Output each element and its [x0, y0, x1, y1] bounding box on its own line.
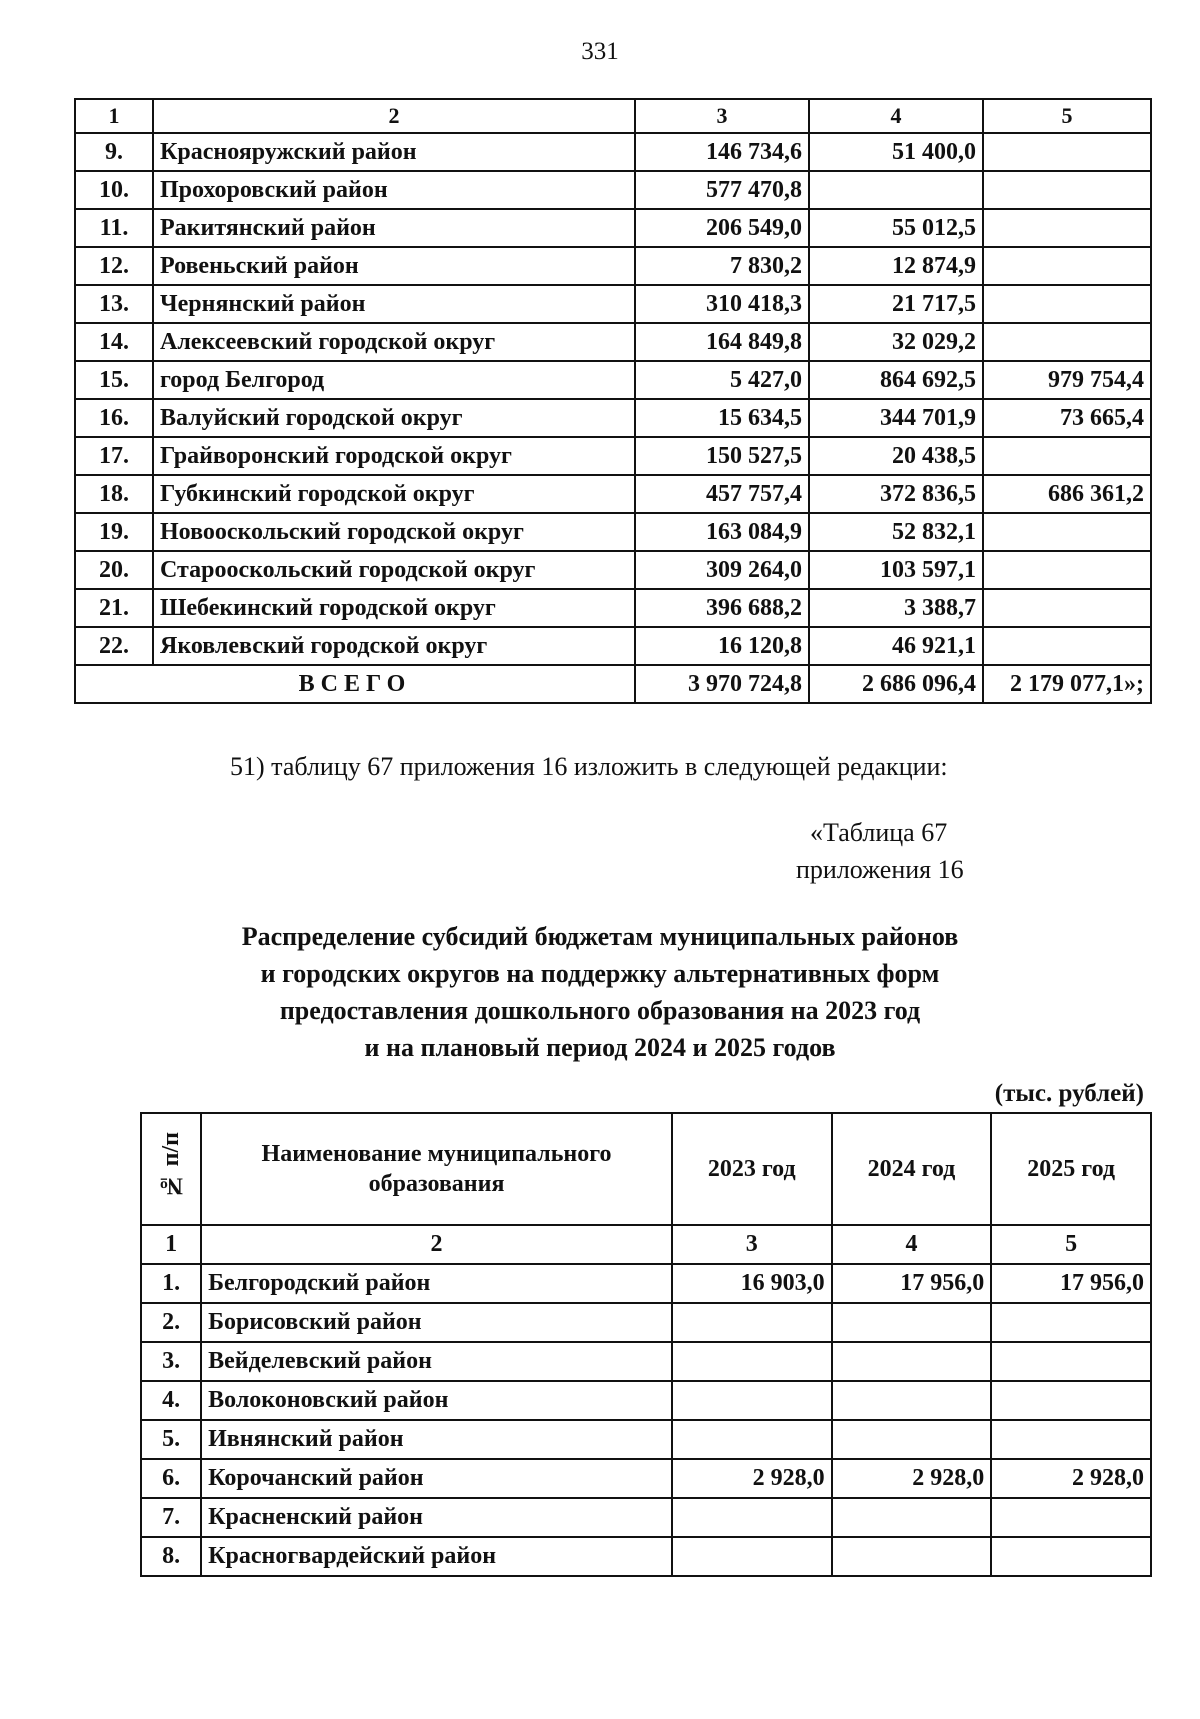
value-col4: 32 029,2 — [809, 323, 983, 361]
table-row — [75, 513, 1151, 551]
value-col3: 164 849,8 — [635, 323, 809, 361]
table-row — [75, 209, 1151, 247]
value-2025 — [991, 1420, 1151, 1459]
municipality-name: Белгородский район — [201, 1264, 672, 1303]
total-label: ВСЕГО — [75, 665, 635, 703]
row-number: 4. — [141, 1381, 201, 1420]
value-col3: 146 734,6 — [635, 133, 809, 171]
row-number: 19. — [75, 513, 153, 551]
row-number: 10. — [75, 171, 153, 209]
value-2023 — [672, 1303, 832, 1342]
value-col4: 46 921,1 — [809, 627, 983, 665]
municipality-name: Корочанский район — [201, 1459, 672, 1498]
value-2025 — [991, 1537, 1151, 1576]
title-line: Распределение субсидий бюджетам муниципальных районов — [241, 922, 959, 951]
value-col5: 979 754,4 — [983, 361, 1151, 399]
value-col5 — [983, 513, 1151, 551]
row-number: 7. — [141, 1498, 201, 1537]
col-number: 5 — [983, 99, 1151, 133]
value-col5 — [983, 171, 1151, 209]
municipality-name: Новооскольский городской округ — [153, 513, 635, 551]
table-row — [75, 551, 1151, 589]
value-2024: 17 956,0 — [832, 1264, 992, 1303]
municipality-name: Борисовский район — [201, 1303, 672, 1342]
table-caption-line1: «Таблица 67 — [810, 818, 948, 847]
value-2024 — [832, 1498, 992, 1537]
table-row — [75, 171, 1151, 209]
title-line: и на плановый период 2024 и 2025 годов — [364, 1033, 836, 1062]
row-number: 3. — [141, 1342, 201, 1381]
value-2024 — [832, 1342, 992, 1381]
value-2024 — [832, 1420, 992, 1459]
table-row — [75, 133, 1151, 171]
value-col3: 310 418,3 — [635, 285, 809, 323]
title-line: предоставления дошкольного образования на 2023 год — [279, 996, 921, 1025]
value-col3: 150 527,5 — [635, 437, 809, 475]
row-number: 20. — [75, 551, 153, 589]
table-row — [141, 1342, 1151, 1381]
col-number: 1 — [75, 99, 153, 133]
value-2023: 16 903,0 — [672, 1264, 832, 1303]
title-line: и городских округов на поддержку альтернативных форм — [260, 959, 940, 988]
row-number: 6. — [141, 1459, 201, 1498]
header-2025: 2025 год — [991, 1113, 1151, 1225]
value-2023 — [672, 1537, 832, 1576]
value-2025 — [991, 1381, 1151, 1420]
value-col5 — [983, 133, 1151, 171]
value-col5: 73 665,4 — [983, 399, 1151, 437]
col-number: 3 — [672, 1225, 832, 1264]
municipality-name: город Белгород — [153, 361, 635, 399]
total-col3: 3 970 724,8 — [635, 665, 809, 703]
value-col5 — [983, 209, 1151, 247]
row-number: 22. — [75, 627, 153, 665]
col-number: 2 — [201, 1225, 672, 1264]
page-number: 331 — [581, 38, 619, 65]
value-col4: 12 874,9 — [809, 247, 983, 285]
value-2024: 2 928,0 — [832, 1459, 992, 1498]
value-col4 — [809, 171, 983, 209]
row-number: 21. — [75, 589, 153, 627]
value-col4: 52 832,1 — [809, 513, 983, 551]
col-number: 1 — [141, 1225, 201, 1264]
value-col3: 457 757,4 — [635, 475, 809, 513]
row-number: 12. — [75, 247, 153, 285]
column-number-row — [141, 1225, 1151, 1264]
municipality-name: Ровеньский район — [153, 247, 635, 285]
table-row — [75, 285, 1151, 323]
row-number: 2. — [141, 1303, 201, 1342]
row-number: 11. — [75, 209, 153, 247]
row-number: 9. — [75, 133, 153, 171]
table-row — [141, 1498, 1151, 1537]
table-row — [75, 627, 1151, 665]
total-col5: 2 179 077,1»; — [983, 665, 1151, 703]
municipality-name: Вейделевский район — [201, 1342, 672, 1381]
value-col5 — [983, 323, 1151, 361]
value-2023 — [672, 1420, 832, 1459]
row-number: 1. — [141, 1264, 201, 1303]
table-caption-line2: приложения 16 — [796, 855, 964, 884]
value-col5 — [983, 247, 1151, 285]
row-number: 18. — [75, 475, 153, 513]
table-title — [0, 918, 1200, 1066]
amendment-instruction: 51) таблицу 67 приложения 16 изложить в следующей редакции: — [230, 752, 948, 781]
municipality-name: Валуйский городской округ — [153, 399, 635, 437]
municipality-name: Прохоровский район — [153, 171, 635, 209]
value-col5: 686 361,2 — [983, 475, 1151, 513]
table-row — [75, 475, 1151, 513]
value-2025 — [991, 1303, 1151, 1342]
value-2025: 17 956,0 — [991, 1264, 1151, 1303]
row-number: 8. — [141, 1537, 201, 1576]
value-2024 — [832, 1537, 992, 1576]
table-row — [75, 323, 1151, 361]
value-col4: 51 400,0 — [809, 133, 983, 171]
subsidy-table-continued — [74, 98, 1152, 704]
value-2023 — [672, 1381, 832, 1420]
table-row — [75, 361, 1151, 399]
units-label: (тыс. рублей) — [994, 1080, 1144, 1107]
total-col4: 2 686 096,4 — [809, 665, 983, 703]
municipality-name: Волоконовский район — [201, 1381, 672, 1420]
value-col3: 577 470,8 — [635, 171, 809, 209]
value-col3: 16 120,8 — [635, 627, 809, 665]
municipality-name: Краснояружский район — [153, 133, 635, 171]
table-row — [141, 1537, 1151, 1576]
col-number: 4 — [809, 99, 983, 133]
value-col3: 7 830,2 — [635, 247, 809, 285]
municipality-name: Ракитянский район — [153, 209, 635, 247]
value-col4: 55 012,5 — [809, 209, 983, 247]
municipality-name: Яковлевский городской округ — [153, 627, 635, 665]
value-2025 — [991, 1498, 1151, 1537]
municipality-name: Губкинский городской округ — [153, 475, 635, 513]
table-row — [141, 1381, 1151, 1420]
subsidy-table-67 — [140, 1112, 1152, 1577]
header-2023: 2023 год — [672, 1113, 832, 1225]
col-number: 2 — [153, 99, 635, 133]
municipality-name: Красненский район — [201, 1498, 672, 1537]
value-col5 — [983, 551, 1151, 589]
table-row — [75, 247, 1151, 285]
value-col4: 344 701,9 — [809, 399, 983, 437]
value-col3: 5 427,0 — [635, 361, 809, 399]
value-col5 — [983, 437, 1151, 475]
header-name: Наименование муниципального образования — [201, 1113, 672, 1225]
value-2024 — [832, 1381, 992, 1420]
value-col3: 396 688,2 — [635, 589, 809, 627]
header-2024: 2024 год — [832, 1113, 992, 1225]
value-2024 — [832, 1303, 992, 1342]
municipality-name: Шебекинский городской округ — [153, 589, 635, 627]
value-col3: 206 549,0 — [635, 209, 809, 247]
value-col4: 20 438,5 — [809, 437, 983, 475]
header-num: № п/п — [141, 1113, 201, 1225]
value-col4: 372 836,5 — [809, 475, 983, 513]
table-row — [141, 1420, 1151, 1459]
value-col3: 163 084,9 — [635, 513, 809, 551]
value-col4: 3 388,7 — [809, 589, 983, 627]
table-row — [75, 437, 1151, 475]
value-2023: 2 928,0 — [672, 1459, 832, 1498]
row-number: 15. — [75, 361, 153, 399]
col-number: 4 — [832, 1225, 992, 1264]
value-col3: 309 264,0 — [635, 551, 809, 589]
value-col4: 103 597,1 — [809, 551, 983, 589]
row-number: 16. — [75, 399, 153, 437]
header-row — [141, 1113, 1151, 1225]
municipality-name: Ивнянский район — [201, 1420, 672, 1459]
column-number-row — [75, 99, 1151, 133]
table-row — [141, 1303, 1151, 1342]
col-number: 5 — [991, 1225, 1151, 1264]
municipality-name: Алексеевский городской округ — [153, 323, 635, 361]
value-2025: 2 928,0 — [991, 1459, 1151, 1498]
value-2023 — [672, 1498, 832, 1537]
value-col5 — [983, 589, 1151, 627]
row-number: 13. — [75, 285, 153, 323]
value-2025 — [991, 1342, 1151, 1381]
col-number: 3 — [635, 99, 809, 133]
table-row — [141, 1459, 1151, 1498]
value-col5 — [983, 285, 1151, 323]
value-col3: 15 634,5 — [635, 399, 809, 437]
municipality-name: Старооскольский городской округ — [153, 551, 635, 589]
value-2023 — [672, 1342, 832, 1381]
row-number: 5. — [141, 1420, 201, 1459]
table-row — [75, 589, 1151, 627]
table-row — [141, 1264, 1151, 1303]
value-col4: 864 692,5 — [809, 361, 983, 399]
municipality-name: Грайворонский городской округ — [153, 437, 635, 475]
row-number: 17. — [75, 437, 153, 475]
row-number: 14. — [75, 323, 153, 361]
municipality-name: Чернянский район — [153, 285, 635, 323]
municipality-name: Красногвардейский район — [201, 1537, 672, 1576]
value-col5 — [983, 627, 1151, 665]
table-row — [75, 399, 1151, 437]
total-row — [75, 665, 1151, 703]
value-col4: 21 717,5 — [809, 285, 983, 323]
